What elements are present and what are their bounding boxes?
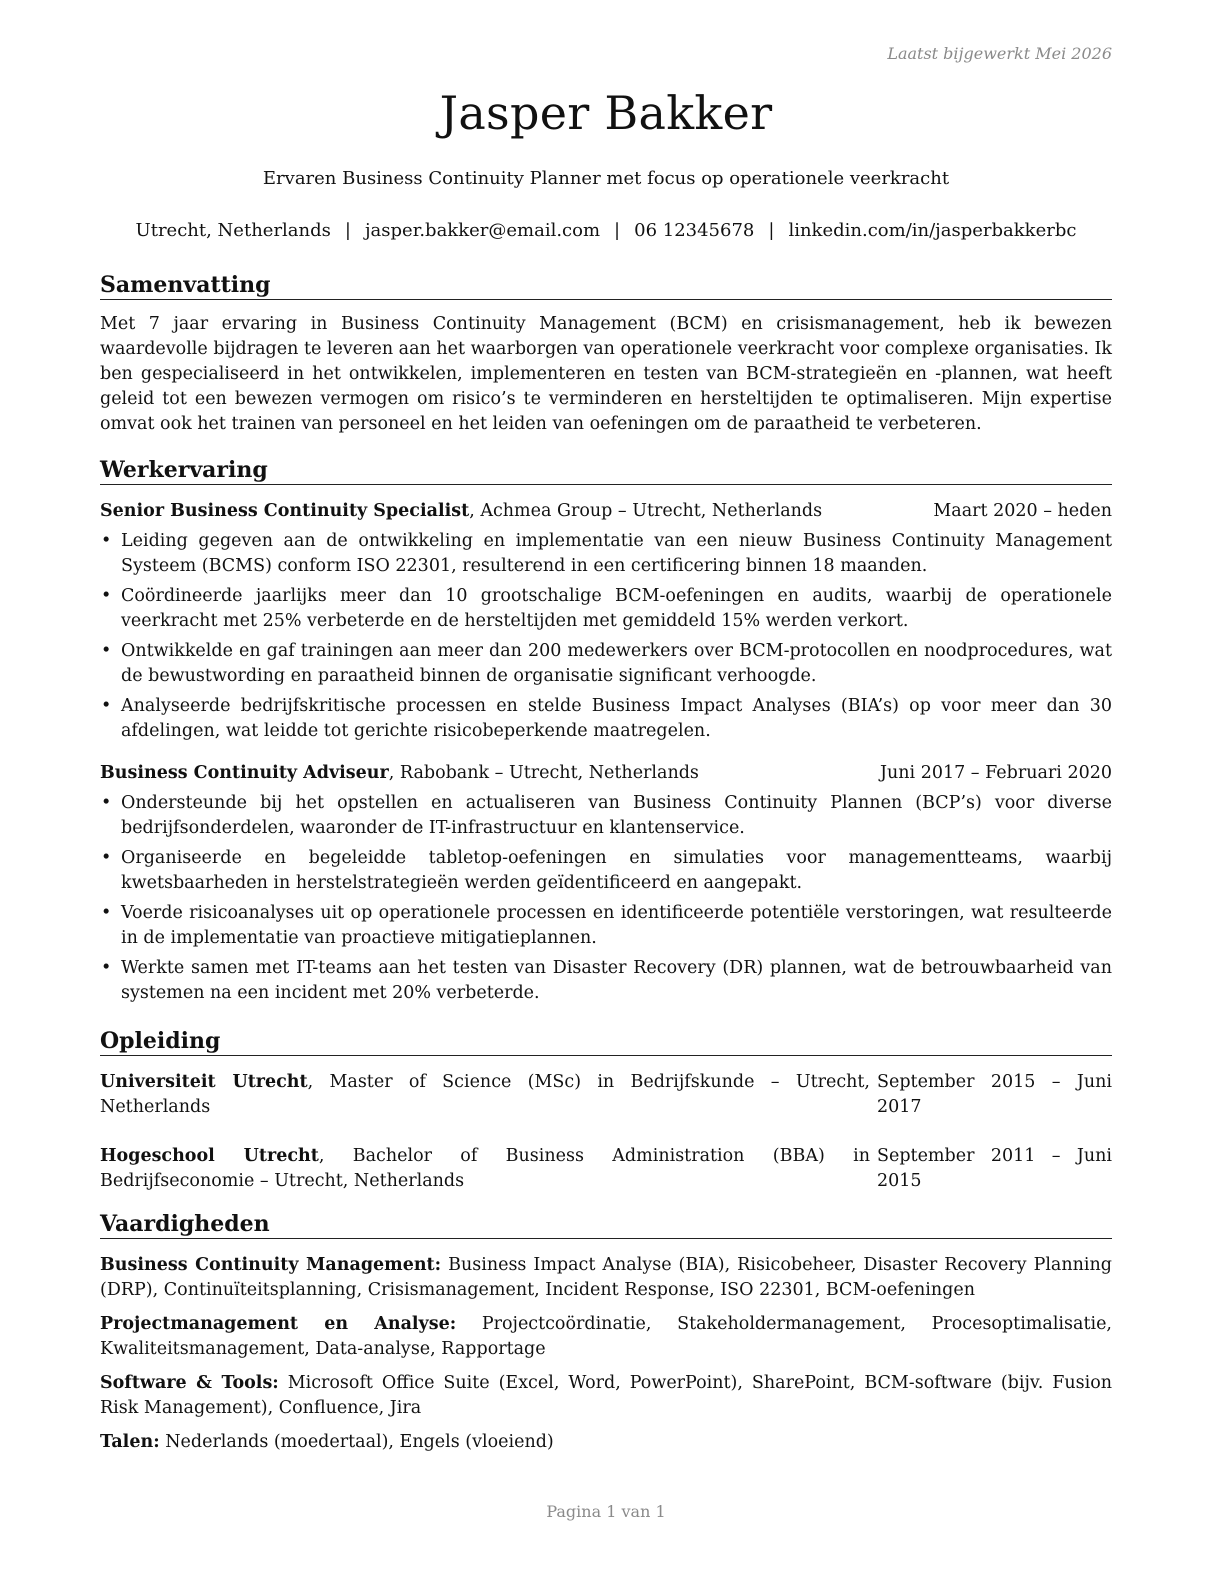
section-heading-skills: Vaardigheden <box>100 1211 1112 1239</box>
education-dates: September 2011 – Juni 2015 <box>877 1146 1112 1191</box>
section-heading-education: Opleiding <box>100 1028 1112 1056</box>
skill-label: Talen: <box>100 1432 160 1452</box>
bullet-item: • Ontwikkelde en gaf trainingen aan meer dan 200 medewerkers over BCM-protocollen en noodprocedures, wat de bewustwording en paraatheid binnen de organisatie significant verhoogde. <box>100 639 1112 689</box>
education-detail: , Bachelor of Business Administration (BBA) in Bedrijfseconomie – Utrecht, Netherlands <box>100 1146 871 1191</box>
job-header <box>100 761 1112 786</box>
job-header <box>100 499 1112 524</box>
job-bullets <box>100 529 1112 744</box>
bullet-item: • Werkte samen met IT-teams aan het testen van Disaster Recovery (DR) plannen, wat de betrouwbaarheid van systemen na een incident met 20% verbeterde. <box>100 956 1112 1006</box>
summary-text: Met 7 jaar ervaring in Business Continuity Management (BCM) en crisismanagement, heb ik bewezen waardevolle bijdragen te leveren aan het waarborgen van operationele veerkracht voor complexe organisaties. Ik ben gespecialiseerd in het ontwikkelen, implementeren en testen van BCM-strategieën en -plannen, wat heeft geleid tot een bewezen vermogen om risico’s te verminderen en hersteltijden te optimaliseren. Mijn expertise omvat ook het trainen van personeel en het leiden van oefeningen om de paraatheid te verbeteren. <box>100 314 1112 434</box>
skill-group <box>100 1312 1112 1362</box>
section-heading-experience: Werkervaring <box>100 457 1112 485</box>
contact-line <box>100 220 1112 241</box>
skill-value: Nederlands (moedertaal), Engels (vloeiend) <box>159 1432 554 1452</box>
contact-separator: | <box>614 220 621 241</box>
job-bullets <box>100 791 1112 1006</box>
skills-section <box>100 1211 1112 1464</box>
bullet-item: • Ondersteunde bij het opstellen en actualiseren van Business Continuity Plannen (BCP’s) voor diverse bedrijfsonderdelen, waaronder de IT-infrastructuur en klantenservice. <box>100 791 1112 841</box>
job-title: Senior Business Continuity Specialist <box>100 501 470 521</box>
tagline: Ervaren Business Continuity Planner met focus op operationele veerkracht <box>262 168 950 189</box>
education-dates: September 2015 – Juni 2017 <box>877 1072 1112 1117</box>
skill-value: Projectcoördinatie, Stakeholdermanagement, Procesoptimalisatie, Kwaliteitsmanagement, Data-analyse, Rapportage <box>100 1314 1112 1359</box>
candidate-name: Jasper Bakker <box>439 86 773 140</box>
job-title: Business Continuity Adviseur <box>100 763 389 783</box>
skill-label: Business Continuity Management: <box>100 1255 442 1275</box>
bullet-item: • Analyseerde bedrijfskritische processen en stelde Business Impact Analyses (BIA’s) op voor meer dan 30 afdelingen, wat leidde tot gerichte risicobeperkende maatregelen. <box>100 694 1112 744</box>
summary-section <box>100 272 1112 437</box>
education-entry <box>100 1144 1112 1194</box>
job-dates: Juni 2017 – Februari 2020 <box>879 763 1112 783</box>
education-school: Universiteit Utrecht <box>100 1072 308 1092</box>
bullet-item: • Organiseerde en begeleidde tabletop-oefeningen en simulaties voor managementteams, waarbij kwetsbaarheden in herstelstrategieën werden geïdentificeerd en aangepakt. <box>100 846 1112 896</box>
job-org: , Achmea Group – Utrecht, Netherlands <box>469 501 823 521</box>
last-updated: Laatst bijgewerkt Mei 2026 <box>887 44 1112 63</box>
job-entry <box>100 761 1112 1006</box>
page-number: Pagina 1 van 1 <box>546 1502 666 1521</box>
job-dates: Maart 2020 – heden <box>933 501 1112 521</box>
bullet-item: • Coördineerde jaarlijks meer dan 10 grootschalige BCM-oefeningen en audits, waarbij de operationele veerkracht met 25% verbeterde en de hersteltijden met gemiddeld 15% werden verkort. <box>100 584 1112 634</box>
job-org: , Rabobank – Utrecht, Netherlands <box>388 763 699 783</box>
skill-value: Microsoft Office Suite (Excel, Word, PowerPoint), SharePoint, BCM-software (bijv. Fusion Risk Management), Confluence, Jira <box>100 1373 1113 1418</box>
resume-page <box>100 0 1112 1584</box>
job-entry <box>100 499 1112 744</box>
education-detail: , Master of Science (MSc) in Bedrijfskunde – Utrecht, Netherlands <box>100 1072 870 1117</box>
contact-location: Utrecht, Netherlands <box>135 220 331 241</box>
contact-linkedin[interactable]: linkedin.com/in/jasperbakkerbc <box>788 220 1077 241</box>
section-heading-summary: Samenvatting <box>100 272 1112 300</box>
contact-phone: 06 12345678 <box>634 220 755 241</box>
experience-section <box>100 457 1112 1011</box>
skill-label: Software & Tools: <box>100 1373 279 1393</box>
skill-value: Business Impact Analyse (BIA), Risicobeheer, Disaster Recovery Planning (DRP), Continuïteitsplanning, Crisismanagement, Incident Response, ISO 22301, BCM-oefeningen <box>100 1255 1112 1300</box>
skill-label: Projectmanagement en Analyse: <box>100 1314 457 1334</box>
skill-group <box>100 1371 1112 1421</box>
education-section <box>100 1028 1112 1194</box>
skills-list <box>100 1253 1112 1455</box>
contact-separator: | <box>768 220 775 241</box>
contact-separator: | <box>344 220 351 241</box>
skill-group <box>100 1253 1112 1303</box>
skill-group <box>100 1430 1112 1455</box>
education-school: Hogeschool Utrecht <box>100 1146 319 1166</box>
education-entry <box>100 1070 1112 1120</box>
bullet-item: • Leiding gegeven aan de ontwikkeling en implementatie van een nieuw Business Continuity Management Systeem (BCMS) conform ISO 22301, resulterend in een certificering binnen 18 maanden. <box>100 529 1112 579</box>
bullet-item: • Voerde risicoanalyses uit op operationele processen en identificeerde potentiële verstoringen, wat resulteerde in de implementatie van proactieve mitigatieplannen. <box>100 901 1112 951</box>
contact-email[interactable]: jasper.bakker@email.com <box>364 220 601 241</box>
